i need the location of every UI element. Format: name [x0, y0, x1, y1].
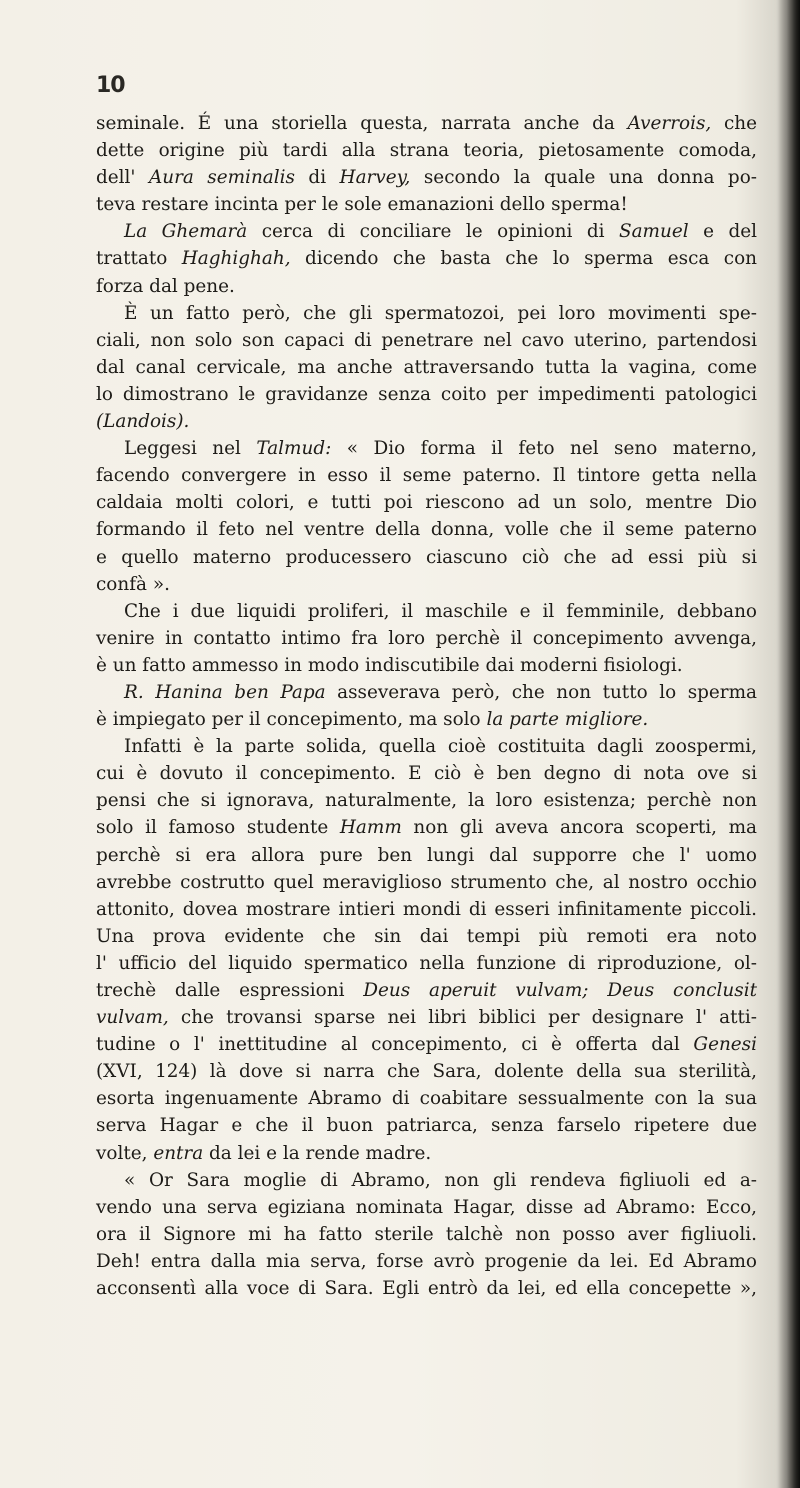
text-line	[96, 1085, 757, 1112]
text-run: esorta ingenuamente Abramo di coabitare sessualmente con la sua	[96, 1088, 757, 1110]
text-run: Una prova evidente che sin dai tempi più remoti era noto	[96, 925, 757, 947]
text-run: formando il feto nel ventre della donna, volle che il seme paterno	[96, 519, 757, 541]
text-run: è un fatto ammesso in modo indiscutibile dai moderni fisiologi.	[96, 654, 683, 676]
italic-text: Genesi	[693, 1034, 757, 1056]
text-line	[96, 435, 757, 462]
text-run: avrebbe costrutto quel meraviglioso strumento che, al nostro occhio	[96, 871, 757, 893]
text-line	[96, 1058, 757, 1085]
italic-text: Aura seminalis	[148, 167, 295, 189]
text-run: da lei e la rende madre.	[203, 1142, 432, 1164]
italic-text: Samuel	[618, 221, 689, 243]
text-run: secondo la quale una donna po-	[410, 167, 757, 189]
text-run: asseverava però, che non tutto lo sperma	[325, 681, 757, 703]
text-run: attonito, dovea mostrare intieri mondi di esseri infinitamente piccoli.	[96, 898, 757, 920]
text-run: lo dimostrano le gravidanze senza coito per impedimenti patologici	[96, 383, 757, 405]
text-run: dette origine più tardi alla strana teoria, pietosamente comoda,	[96, 140, 757, 162]
text-line	[96, 381, 757, 408]
text-run: forza dal pene.	[96, 275, 235, 297]
text-run: dicendo che basta che lo sperma esca con	[290, 248, 757, 270]
text-run: dal canal cervicale, ma anche attraversando tutta la vagina, come	[96, 356, 757, 378]
text-line	[96, 245, 757, 272]
text-line	[96, 1140, 757, 1167]
text-line	[96, 923, 757, 950]
text-line	[96, 191, 757, 218]
italic-text: Hamm	[339, 817, 402, 839]
text-run: Leggesi nel	[124, 438, 257, 460]
text-line	[96, 1031, 757, 1058]
text-run: tudine o l' inettitudine al concepimento, ci è offerta dal	[96, 1034, 694, 1056]
text-run: l' ufficio del liquido spermatico nella funzione di riproduzione, ol-	[96, 952, 757, 974]
text-line	[96, 842, 757, 869]
text-line	[96, 706, 757, 733]
italic-text: la parte migliore.	[486, 709, 649, 731]
text-line	[96, 1167, 757, 1194]
text-run: volte,	[96, 1142, 154, 1164]
italic-text: (Landois).	[96, 411, 190, 433]
italic-text: R. Hanina ben Papa	[124, 681, 326, 703]
text-line	[96, 462, 757, 489]
body-text	[96, 110, 757, 1302]
text-run: e quello materno producessero ciascuno ciò che ad essi più si	[96, 546, 757, 568]
text-run: teva restare incinta per le sole emanazioni dello sperma!	[96, 194, 628, 216]
text-line	[96, 1275, 757, 1302]
text-run: è impiegato per il concepimento, ma solo	[96, 709, 487, 731]
text-line	[96, 354, 757, 381]
text-run: e del	[688, 221, 757, 243]
italic-text: Talmud:	[256, 438, 332, 460]
text-line	[96, 137, 757, 164]
text-line	[96, 896, 757, 923]
text-line	[96, 1221, 757, 1248]
text-line	[96, 571, 757, 598]
text-run: ora il Signore mi ha fatto sterile talchè non posso aver figliuoli.	[96, 1223, 757, 1245]
text-run: È un fatto però, che gli spermatozoi, pei loro movimenti spe-	[124, 302, 757, 324]
text-line	[96, 1112, 757, 1139]
text-run: ciali, non solo son capaci di penetrare nel cavo uterino, partendosi	[96, 329, 757, 351]
text-run: pensi che si ignorava, naturalmente, la loro esistenza; perchè non	[96, 790, 757, 812]
text-run: cerca di conciliare le opinioni di	[247, 221, 619, 243]
text-run: cui è dovuto il concepimento. E ciò è ben degno di nota ove si	[96, 763, 757, 785]
text-line	[96, 869, 757, 896]
text-line	[96, 218, 757, 245]
text-run: acconsentì alla voce di Sara. Egli entrò da lei, ed ella concepette »,	[96, 1278, 757, 1300]
italic-text: entra	[153, 1142, 204, 1164]
text-line	[96, 733, 757, 760]
italic-text: Averrois,	[627, 113, 712, 134]
text-run: « Or Sara moglie di Abramo, non gli rendeva figliuoli ed a-	[124, 1169, 757, 1191]
text-line	[96, 1248, 757, 1275]
text-line	[96, 544, 757, 571]
italic-text: vulvam,	[96, 1007, 169, 1029]
text-run: di	[294, 167, 340, 189]
text-line	[96, 327, 757, 354]
text-run: venire in contatto intimo fra loro perchè il concepimento avvenga,	[96, 627, 757, 649]
text-run: caldaia molti colori, e tutti poi riescono ad un solo, mentre Dio	[96, 492, 757, 514]
text-run: dell'	[96, 167, 149, 189]
text-run: trechè dalle espressioni	[96, 980, 364, 1001]
text-run: che trovansi sparse nei libri biblici per designare l' atti-	[168, 1007, 757, 1029]
text-line	[96, 652, 757, 679]
text-run: che	[711, 113, 758, 134]
text-run: perchè si era allora pure ben lungi dal supporre che l' uomo	[96, 844, 757, 866]
text-run: (XVI, 124) là dove si narra che Sara, dolente della sua sterilità,	[96, 1061, 757, 1083]
text-line	[96, 760, 757, 787]
text-line	[96, 814, 757, 841]
text-line	[96, 977, 757, 1004]
text-line	[96, 787, 757, 814]
text-line	[96, 516, 757, 543]
text-run: confà ».	[96, 573, 170, 595]
text-line	[96, 164, 757, 191]
text-line	[96, 110, 757, 137]
text-line	[96, 950, 757, 977]
italic-text: La Ghemarà	[124, 221, 248, 243]
text-run: Deh! entra dalla mia serva, forse avrò progenie da lei. Ed Abramo	[96, 1250, 757, 1272]
text-line	[96, 273, 757, 300]
text-line	[96, 300, 757, 327]
text-line	[96, 408, 757, 435]
text-run: vendo una serva egiziana nominata Hagar, disse ad Abramo: Ecco,	[96, 1196, 757, 1218]
text-run: solo il famoso studente	[96, 817, 340, 839]
text-run: Che i due liquidi proliferi, il maschile e il femminile, debbano	[124, 600, 757, 622]
text-line	[96, 1004, 757, 1031]
text-line	[96, 598, 757, 625]
text-run: « Dio forma il feto nel seno materno,	[331, 438, 757, 460]
text-run: facendo convergere in esso il seme paterno. Il tintore getta nella	[96, 465, 757, 487]
page-number: 10	[96, 73, 125, 98]
text-run: trattato	[96, 248, 182, 270]
italic-text: Haghighah,	[181, 248, 291, 270]
text-run: Infatti è la parte solida, quella cioè costituita dagli zoospermi,	[124, 736, 757, 758]
italic-text: Deus aperuit vulvam; Deus conclusit	[363, 980, 757, 1001]
italic-text: Harvey,	[339, 167, 411, 189]
text-run: seminale. É una storiella questa, narrata anche da	[96, 113, 628, 134]
text-line	[96, 679, 757, 706]
text-line	[96, 489, 757, 516]
text-line	[96, 625, 757, 652]
text-line	[96, 1194, 757, 1221]
text-run: non gli aveva ancora scoperti, ma	[401, 817, 757, 839]
text-run: serva Hagar e che il buon patriarca, senza farselo ripetere due	[96, 1115, 757, 1137]
page-edge-shadow	[778, 0, 800, 1488]
